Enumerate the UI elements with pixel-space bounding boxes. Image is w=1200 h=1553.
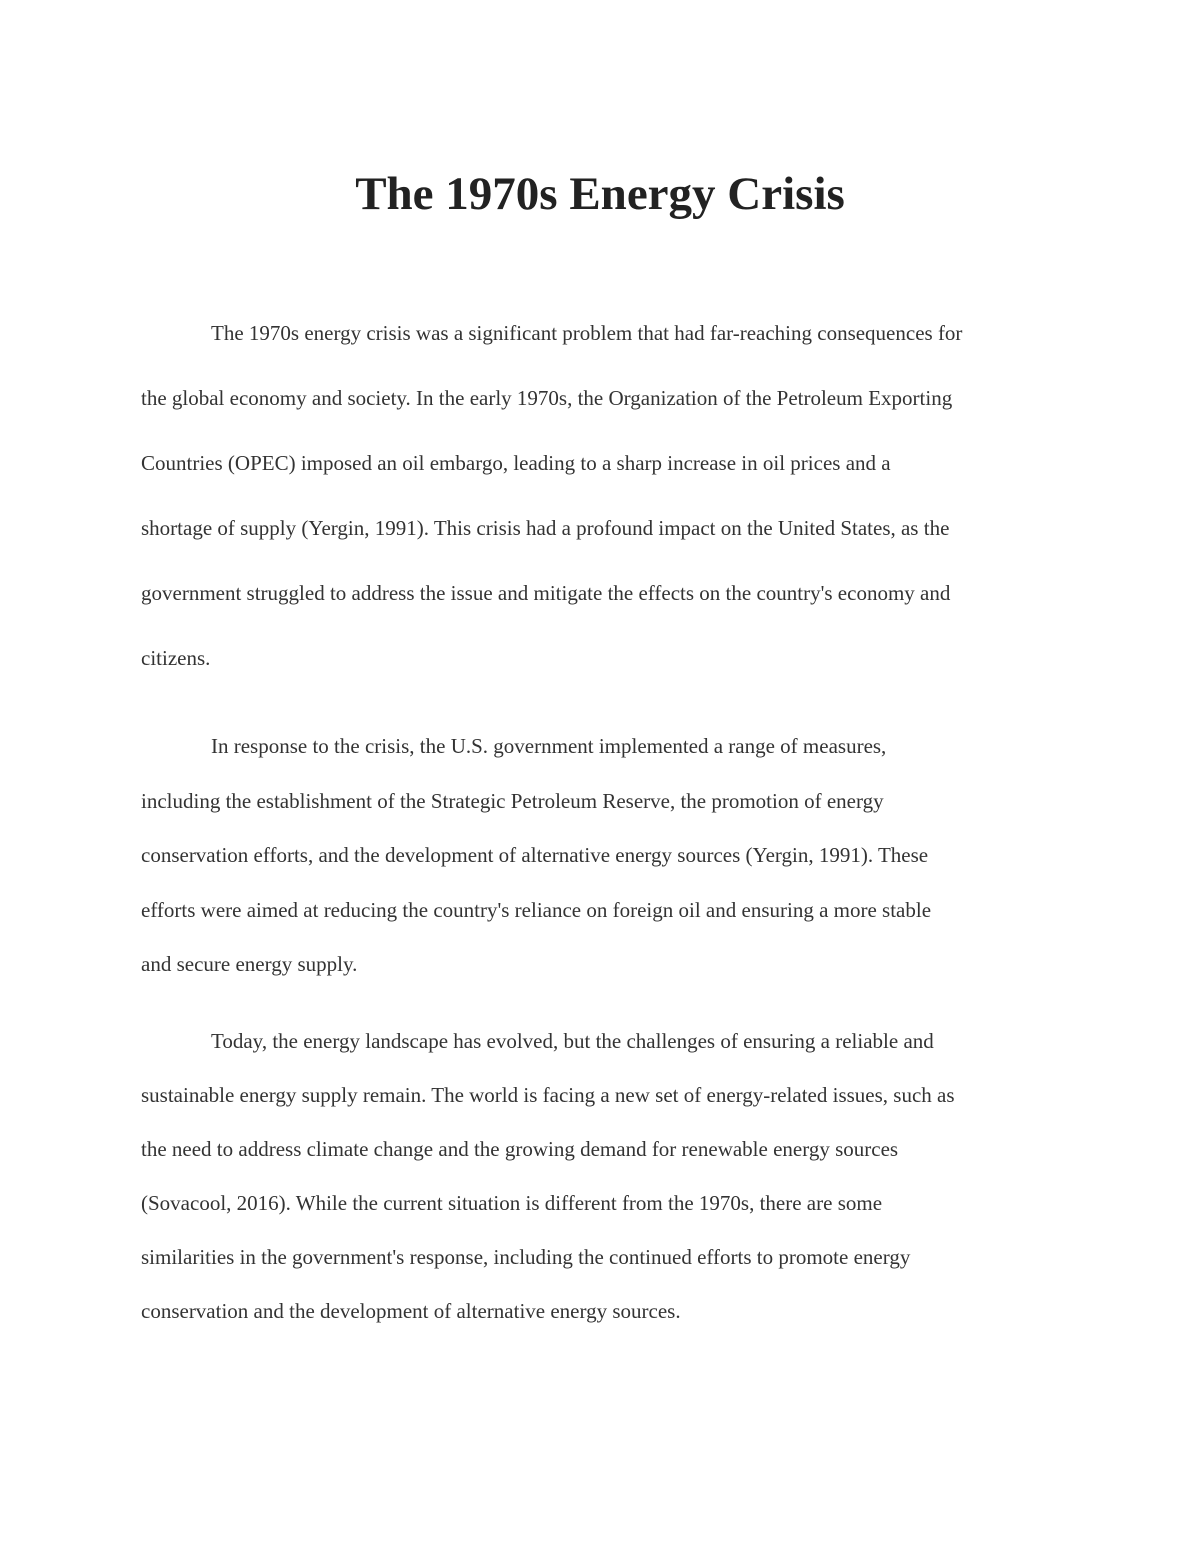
paragraph-line: including the establishment of the Strategic Petroleum Reserve, the promotion of energy [141, 788, 884, 813]
paragraph-1 [141, 314, 1061, 704]
paragraph-line: efforts were aimed at reducing the country's reliance on foreign oil and ensuring a more stable [141, 897, 932, 922]
paragraph-line: The 1970s energy crisis was a significant problem that had far-reaching consequences for [211, 321, 963, 345]
paragraph-line: similarities in the government's response, including the continued efforts to promote energy [141, 1245, 911, 1269]
paragraph-3 [141, 1022, 1061, 1346]
paragraph-line: and secure energy supply. [141, 952, 358, 976]
paragraph-line: sustainable energy supply remain. The world is facing a new set of energy-related issues, such as [141, 1083, 955, 1107]
paragraph-line: citizens. [141, 646, 211, 670]
paragraph-line: Today, the energy landscape has evolved, but the challenges of ensuring a reliable and [211, 1029, 934, 1053]
paragraph-line: In response to the crisis, the U.S. government implemented a range of measures, [211, 734, 887, 758]
document-title: The 1970s Energy Crisis [355, 168, 845, 220]
paragraph-line: conservation and the development of alternative energy sources. [141, 1299, 681, 1323]
paragraph-line: the need to address climate change and the growing demand for renewable energy sources [141, 1137, 899, 1161]
paragraph-line: (Sovacool, 2016). While the current situation is different from the 1970s, there are some [141, 1191, 883, 1215]
paragraph-line: government struggled to address the issue and mitigate the effects on the country's economy and [141, 581, 951, 605]
paragraph-2 [141, 727, 1061, 1000]
paragraph-line: shortage of supply (Yergin, 1991). This crisis had a profound impact on the United States, as the [141, 516, 950, 540]
paragraph-line: Countries (OPEC) imposed an oil embargo, leading to a sharp increase in oil prices and a [141, 451, 891, 475]
paragraph-line: conservation efforts, and the development of alternative energy sources (Yergin, 1991). These [141, 843, 929, 867]
paragraph-line: the global economy and society. In the early 1970s, the Organization of the Petroleum Exporting [141, 386, 953, 410]
